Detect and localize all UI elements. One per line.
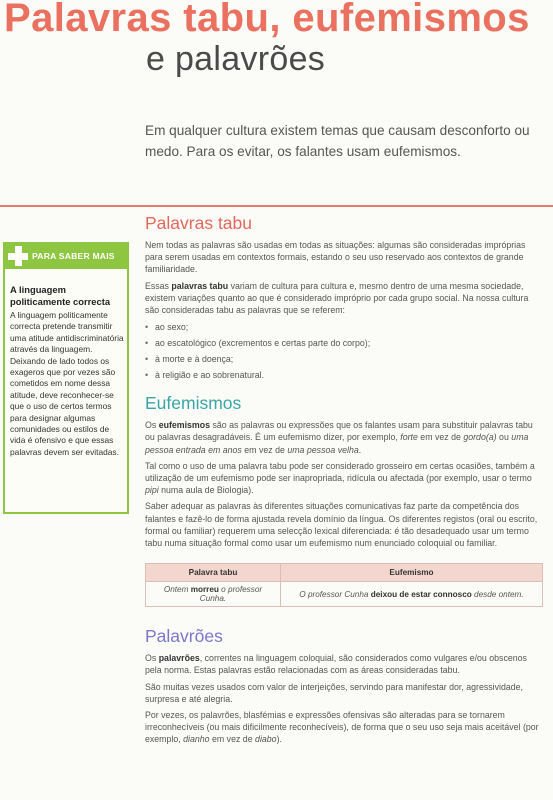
list-item: • ao escatológico (excrementos e certas parte do corpo); xyxy=(145,335,543,351)
heading-palavras-tabu: Palavras tabu xyxy=(145,213,253,233)
page-subtitle: e palavrões xyxy=(146,40,326,78)
table-cell: O professor Cunha deixou de estar connosco desde ontem. xyxy=(280,582,542,607)
examples-table xyxy=(145,563,543,607)
heading-eufemismos: Eufemismos xyxy=(145,393,242,414)
sidebar-box xyxy=(3,242,129,514)
section-divider xyxy=(0,205,553,207)
lead-paragraph: Em qualquer cultura existem temas que causam desconforto ou medo. Para os evitar, os falantes usam eufemismos. xyxy=(145,123,530,159)
sidebar-header xyxy=(5,244,127,269)
table-header-cell: Eufemismo xyxy=(280,564,542,582)
list-item: • à morte e à doença; xyxy=(145,351,543,367)
eufemismos-paragraph-2: Tal como o uso de uma palavra tabu pode ser considerado grosseiro em certas ocasiões, também a utilização de um eufemismo pode ser inapropriada, ridícula ou afectada (por exemplo, usar o termo pipi numa aula de Biologia). xyxy=(145,460,535,496)
tabu-paragraph-2: Essas palavras tabu variam de cultura para cultura e, mesmo dentro de uma mesma sociedade, existem variações quanto ao que é considerado impróprio por cada grupo social. Na nossa cultura são consideradas tabu as palavras que se referem: xyxy=(145,280,529,316)
table-header-cell: Palavra tabu xyxy=(146,564,281,582)
heading-palavroes: Palavrões xyxy=(145,626,223,647)
palavroes-paragraph-1: Os palavrões, correntes na linguagem coloquial, são considerados como vulgares e/ou obscenos pela norma. Estas palavras estão relacionadas com as áreas consideradas tabu. xyxy=(145,653,527,676)
table-header-row xyxy=(146,564,543,582)
sidebar-body: A linguagem politicamente correcta pretende transmitir uma atitude antidiscriminatória através da linguagem. Deixando de lado todos os exageros que por vezes são cometidos em nome dessa atitude, deve reconhecer-se que o uso de certos termos para designar algumas comunidades ou estilos de vida é ofensivo e que essas palavras devem ser evitadas. xyxy=(10,310,124,457)
sidebar-header-label: PARA SABER MAIS xyxy=(32,251,115,261)
page-title: Palavras tabu, eufemismos xyxy=(4,0,530,40)
eufemismos-paragraph-1: Os eufemismos são as palavras ou expressões que os falantes usam para substituir palavras tabu ou palavras desagradáveis. É um eufemismo dizer, por exemplo, forte em vez de gordo(a) ou uma pessoa entrada em anos em vez de uma pessoa velha. xyxy=(145,420,533,455)
list-item: • ao sexo; xyxy=(145,319,543,335)
main-column xyxy=(145,212,543,746)
table-row xyxy=(146,582,543,607)
palavroes-paragraph-2: São muitas vezes usados com valor de interjeições, servindo para manifestar dor, agressividade, surpresa e até alegria. xyxy=(145,681,523,704)
table-cell: Ontem morreu o professor Cunha. xyxy=(146,582,281,607)
eufemismos-paragraph-3: Saber adequar as palavras às diferentes situações comunicativas faz parte da competência dos falantes e fazê-lo de forma ajustada revela domínio da língua. Os diferentes registos (oral ou escrito, formal ou familiar) requerem uma selecção lexical diferenciada: é tão desadequado usar um termo tabu numa situação formal como usar um eufemismo num enunciado coloquial ou familiar. xyxy=(145,501,538,549)
list-item: • à religião e ao sobrenatural. xyxy=(145,367,543,383)
tabu-list xyxy=(145,319,543,383)
palavroes-paragraph-3: Por vezes, os palavrões, blasfémias e expressões ofensivas são alteradas para se tornarem irreconhecíveis (ou mais dificilmente reconhecíveis), de forma que o seu uso seja mais aceitável (por exemplo, dianho em vez de diabo). xyxy=(145,710,539,745)
sidebar-title: A linguagem politicamente correcta xyxy=(10,284,111,307)
plus-icon xyxy=(8,246,28,266)
tabu-paragraph-1: Nem todas as palavras são usadas em todas as situações: algumas são consideradas impróprias para serem usadas em contextos formais, estando o seu uso reservado aos contextos de grande familiaridade. xyxy=(145,240,526,275)
